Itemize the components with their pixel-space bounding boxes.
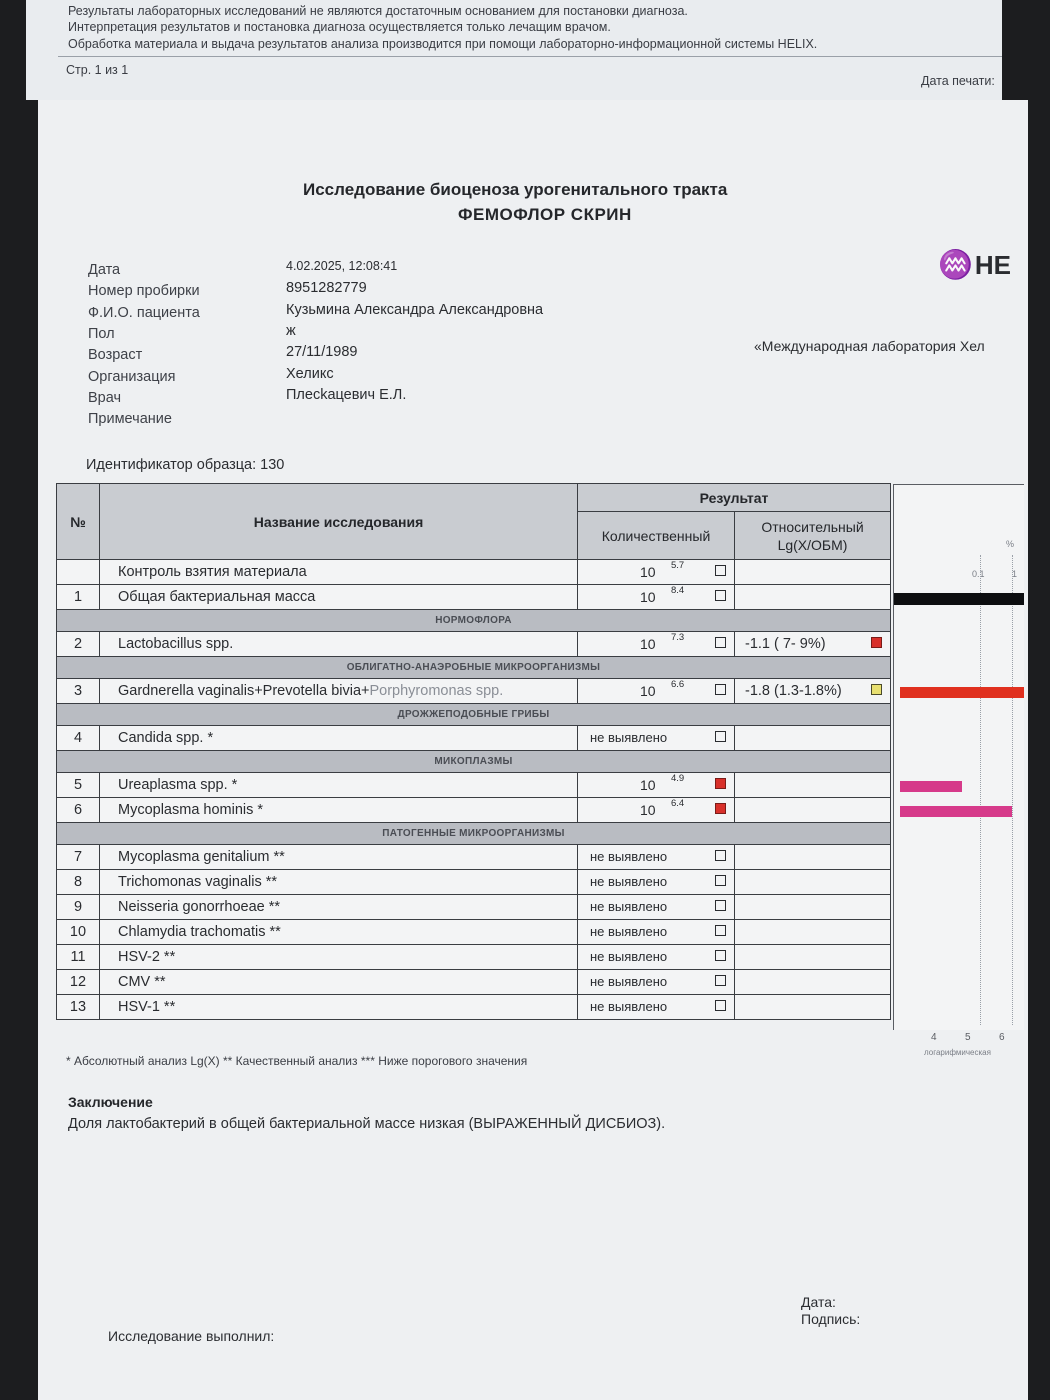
test-name: Общая бактериальная масса xyxy=(118,589,316,605)
row-number: 8 xyxy=(57,870,100,895)
table-row xyxy=(57,995,891,1020)
qty-base: 10 xyxy=(640,589,656,605)
footnotes: * Абсолютный анализ Lg(X) ** Качественный анализ *** Ниже порогового значения xyxy=(66,1054,528,1068)
relative-marker xyxy=(871,684,882,695)
test-name-cell xyxy=(100,773,578,798)
info-label: Примечание xyxy=(88,411,172,428)
col-header-num: № xyxy=(57,484,100,560)
table-row xyxy=(57,585,891,610)
helix-logo: ♒HE xyxy=(938,249,1011,280)
relative-cell xyxy=(735,632,891,657)
qty-base: 10 xyxy=(640,777,656,793)
relative-cell xyxy=(735,773,891,798)
page-number: Стр. 1 из 1 xyxy=(66,63,129,77)
row-number: 5 xyxy=(57,773,100,798)
relative-cell xyxy=(735,895,891,920)
row-number xyxy=(57,560,100,585)
quantitative-cell xyxy=(578,920,735,945)
relative-cell xyxy=(735,920,891,945)
row-number: 4 xyxy=(57,726,100,751)
qty-base: 10 xyxy=(640,564,656,580)
info-value: ж xyxy=(286,322,296,339)
section-title: ОБЛИГАТНО-АНАЭРОБНЫЕ МИКРООРГАНИЗМЫ xyxy=(57,657,891,679)
marker-box xyxy=(715,590,726,601)
quantitative-cell xyxy=(578,560,735,585)
section-title: ДРОЖЖЕПОДОБНЫЕ ГРИБЫ xyxy=(57,704,891,726)
qty-exponent: 6.6 xyxy=(671,679,685,690)
relative-cell xyxy=(735,679,891,704)
chart-gridline xyxy=(1012,555,1013,1025)
not-detected: не выявлено xyxy=(590,949,668,964)
row-number: 11 xyxy=(57,945,100,970)
table-row xyxy=(57,870,891,895)
relative-cell xyxy=(735,845,891,870)
table-row xyxy=(57,798,891,823)
chart-axis-tick-4: 4 xyxy=(931,1032,937,1043)
not-detected: не выявлено xyxy=(590,999,668,1014)
marker-box xyxy=(715,950,726,961)
relative-cell xyxy=(735,870,891,895)
marker-box xyxy=(715,684,726,695)
test-name-cell xyxy=(100,560,578,585)
chart-top-label: 0.1 xyxy=(972,569,985,579)
info-label: Номер пробирки xyxy=(88,283,200,300)
test-name-cell xyxy=(100,632,578,657)
section-title: ПАТОГЕННЫЕ МИКРООРГАНИЗМЫ xyxy=(57,823,891,845)
marker-box xyxy=(715,803,726,814)
info-value: 4.02.2025, 12:08:41 xyxy=(286,259,398,273)
not-detected: не выявлено xyxy=(590,924,668,939)
info-label: Возраст xyxy=(88,347,143,364)
info-label: Дата xyxy=(88,262,121,278)
col-header-qty: Количественный xyxy=(578,512,735,560)
row-number: 6 xyxy=(57,798,100,823)
row-number: 10 xyxy=(57,920,100,945)
notice-line-1: Результаты лабораторных исследований не являются достаточным основанием для постановки диагноза. xyxy=(68,4,688,18)
test-name-cell xyxy=(100,798,578,823)
qty-exponent: 4.9 xyxy=(671,773,685,784)
info-value: 8951282779 xyxy=(286,280,367,297)
relative-value: -1.1 ( 7- 9%) xyxy=(745,636,826,652)
sample-id: Идентификатор образца: 130 xyxy=(86,457,285,473)
relative-marker xyxy=(871,637,882,648)
section-row xyxy=(57,823,891,845)
marker-box xyxy=(715,875,726,886)
row-number: 1 xyxy=(57,585,100,610)
chart-separator xyxy=(894,593,1024,605)
notice-line-2: Интерпретация результатов и постановка диагноза осуществляется только лечащим врачом. xyxy=(68,20,611,34)
test-name-cell xyxy=(100,845,578,870)
performed-by-label: Исследование выполнил: xyxy=(108,1328,275,1344)
relative-cell xyxy=(735,585,891,610)
row-number: 3 xyxy=(57,679,100,704)
test-name: Контроль взятия материала xyxy=(118,564,307,580)
relative-cell xyxy=(735,798,891,823)
relative-cell xyxy=(735,560,891,585)
test-name: Gardnerella vaginalis+Prevotella bivia+ xyxy=(118,683,370,699)
col-header-rel: Относительный Lg(X/ОБМ) xyxy=(735,512,891,560)
table-row xyxy=(57,895,891,920)
not-detected: не выявлено xyxy=(590,974,668,989)
conclusion-heading: Заключение xyxy=(68,1094,153,1110)
marker-box xyxy=(715,1000,726,1011)
col-header-result: Результат xyxy=(578,484,891,512)
marker-box xyxy=(715,900,726,911)
helix-logo-icon: ♒ xyxy=(938,249,973,280)
test-name: Trichomonas vaginalis ** xyxy=(118,874,278,890)
not-detected: не выявлено xyxy=(590,899,668,914)
test-name-cell xyxy=(100,870,578,895)
quantitative-cell xyxy=(578,970,735,995)
chart-axis-caption: логарифмическая xyxy=(924,1048,991,1057)
table-row xyxy=(57,945,891,970)
test-name-cell xyxy=(100,585,578,610)
table-row xyxy=(57,726,891,751)
section-row xyxy=(57,610,891,632)
qty-exponent: 8.4 xyxy=(671,585,685,596)
print-date-label: Дата печати: xyxy=(921,74,995,88)
signature-date-label: Дата: xyxy=(801,1294,836,1310)
marker-box xyxy=(715,975,726,986)
results-body xyxy=(57,560,891,1020)
qty-exponent: 7.3 xyxy=(671,632,685,643)
quantitative-cell xyxy=(578,995,735,1020)
test-name: Mycoplasma hominis * xyxy=(118,802,264,818)
test-name: CMV ** xyxy=(118,974,166,990)
table-row xyxy=(57,970,891,995)
info-value: 27/11/1989 xyxy=(286,344,358,361)
test-name: Ureaplasma spp. * xyxy=(118,777,238,793)
marker-box xyxy=(715,731,726,742)
quantitative-cell xyxy=(578,585,735,610)
test-name-cell xyxy=(100,995,578,1020)
relative-cell xyxy=(735,970,891,995)
table-row xyxy=(57,632,891,657)
test-name-cell xyxy=(100,970,578,995)
chart-axis-tick-5: 5 xyxy=(965,1032,971,1043)
chart-gridline xyxy=(980,555,981,1025)
section-title: НОРМОФЛОРА xyxy=(57,610,891,632)
qty-exponent: 6.4 xyxy=(671,798,685,809)
info-value: Плесkaцевич Е.Л. xyxy=(286,386,407,403)
qty-exponent: 5.7 xyxy=(671,560,685,571)
report-subtitle: ФЕМОФЛОР СКРИН xyxy=(458,205,632,224)
row-number: 2 xyxy=(57,632,100,657)
marker-box xyxy=(715,637,726,648)
conclusion-text: Доля лактобактерий в общей бактериальной массе низкая (ВЫРАЖЕННЫЙ ДИСБИОЗ). xyxy=(68,1116,666,1132)
header-divider xyxy=(58,56,1002,57)
test-name-cell xyxy=(100,895,578,920)
marker-box xyxy=(715,925,726,936)
test-name: Neisseria gonorrhoeae ** xyxy=(118,899,281,915)
report-title: Исследование биоценоза урогенитального тракта xyxy=(303,180,728,199)
test-name-cell xyxy=(100,920,578,945)
table-row xyxy=(57,845,891,870)
qty-base: 10 xyxy=(640,636,656,652)
quantitative-cell xyxy=(578,679,735,704)
test-name-cell xyxy=(100,679,578,704)
info-label: Врач xyxy=(88,389,122,406)
table-row xyxy=(57,773,891,798)
chart-top-label-2: 1 xyxy=(1012,569,1018,579)
relative-chart xyxy=(893,484,1024,1030)
quantitative-cell xyxy=(578,870,735,895)
row-number: 12 xyxy=(57,970,100,995)
marker-box xyxy=(715,778,726,789)
quantitative-cell xyxy=(578,632,735,657)
qty-base: 10 xyxy=(640,802,656,818)
relative-cell xyxy=(735,995,891,1020)
not-detected: не выявлено xyxy=(590,874,668,889)
test-name: Lactobacillus spp. xyxy=(118,636,234,652)
page-header-area xyxy=(26,0,1002,100)
info-value: Кузьмина Александра Александровна xyxy=(286,301,544,318)
table-row xyxy=(57,920,891,945)
test-name: Candida spp. * xyxy=(118,730,214,746)
info-label: Ф.И.О. пациента xyxy=(88,304,200,321)
test-name: HSV-2 ** xyxy=(118,949,176,965)
chart-bar xyxy=(900,806,1012,817)
relative-value: -1.8 (1.3-1.8%) xyxy=(745,683,842,699)
quantitative-cell xyxy=(578,798,735,823)
test-name-cell xyxy=(100,726,578,751)
results-table xyxy=(56,483,891,1020)
qty-base: 10 xyxy=(640,683,656,699)
test-name: HSV-1 ** xyxy=(118,999,176,1015)
quantitative-cell xyxy=(578,845,735,870)
marker-box xyxy=(715,850,726,861)
info-label: Пол xyxy=(88,325,115,342)
lab-name: «Международная лаборатория Хел xyxy=(754,338,985,354)
not-detected: не выявлено xyxy=(590,730,668,745)
quantitative-cell xyxy=(578,773,735,798)
row-number: 7 xyxy=(57,845,100,870)
col-header-name: Название исследования xyxy=(100,484,578,560)
info-label: Организация xyxy=(88,368,176,385)
signature-sign-label: Подпись: xyxy=(801,1311,861,1327)
info-value: Хеликс xyxy=(286,365,334,382)
test-name: Chlamydia trachomatis ** xyxy=(118,924,281,940)
relative-cell xyxy=(735,945,891,970)
row-number: 9 xyxy=(57,895,100,920)
chart-bar xyxy=(900,781,962,792)
notice-line-3: Обработка материала и выдача результатов анализа производится при помощи лабораторно-информационной системы HELIX. xyxy=(68,37,818,51)
test-name-cell xyxy=(100,945,578,970)
chart-corner-label: % xyxy=(1006,539,1015,549)
quantitative-cell xyxy=(578,895,735,920)
relative-cell xyxy=(735,726,891,751)
chart-axis-tick-6: 6 xyxy=(999,1032,1005,1043)
section-row xyxy=(57,751,891,773)
table-row xyxy=(57,560,891,585)
test-name: Mycoplasma genitalium ** xyxy=(118,849,285,865)
quantitative-cell xyxy=(578,945,735,970)
section-title: МИКОПЛАЗМЫ xyxy=(57,751,891,773)
section-row xyxy=(57,704,891,726)
quantitative-cell xyxy=(578,726,735,751)
test-name-extra: Porphyromonas spp. xyxy=(369,683,504,699)
marker-box xyxy=(715,565,726,576)
row-number: 13 xyxy=(57,995,100,1020)
section-row xyxy=(57,657,891,679)
chart-bar xyxy=(900,687,1024,698)
table-row xyxy=(57,679,891,704)
not-detected: не выявлено xyxy=(590,849,668,864)
